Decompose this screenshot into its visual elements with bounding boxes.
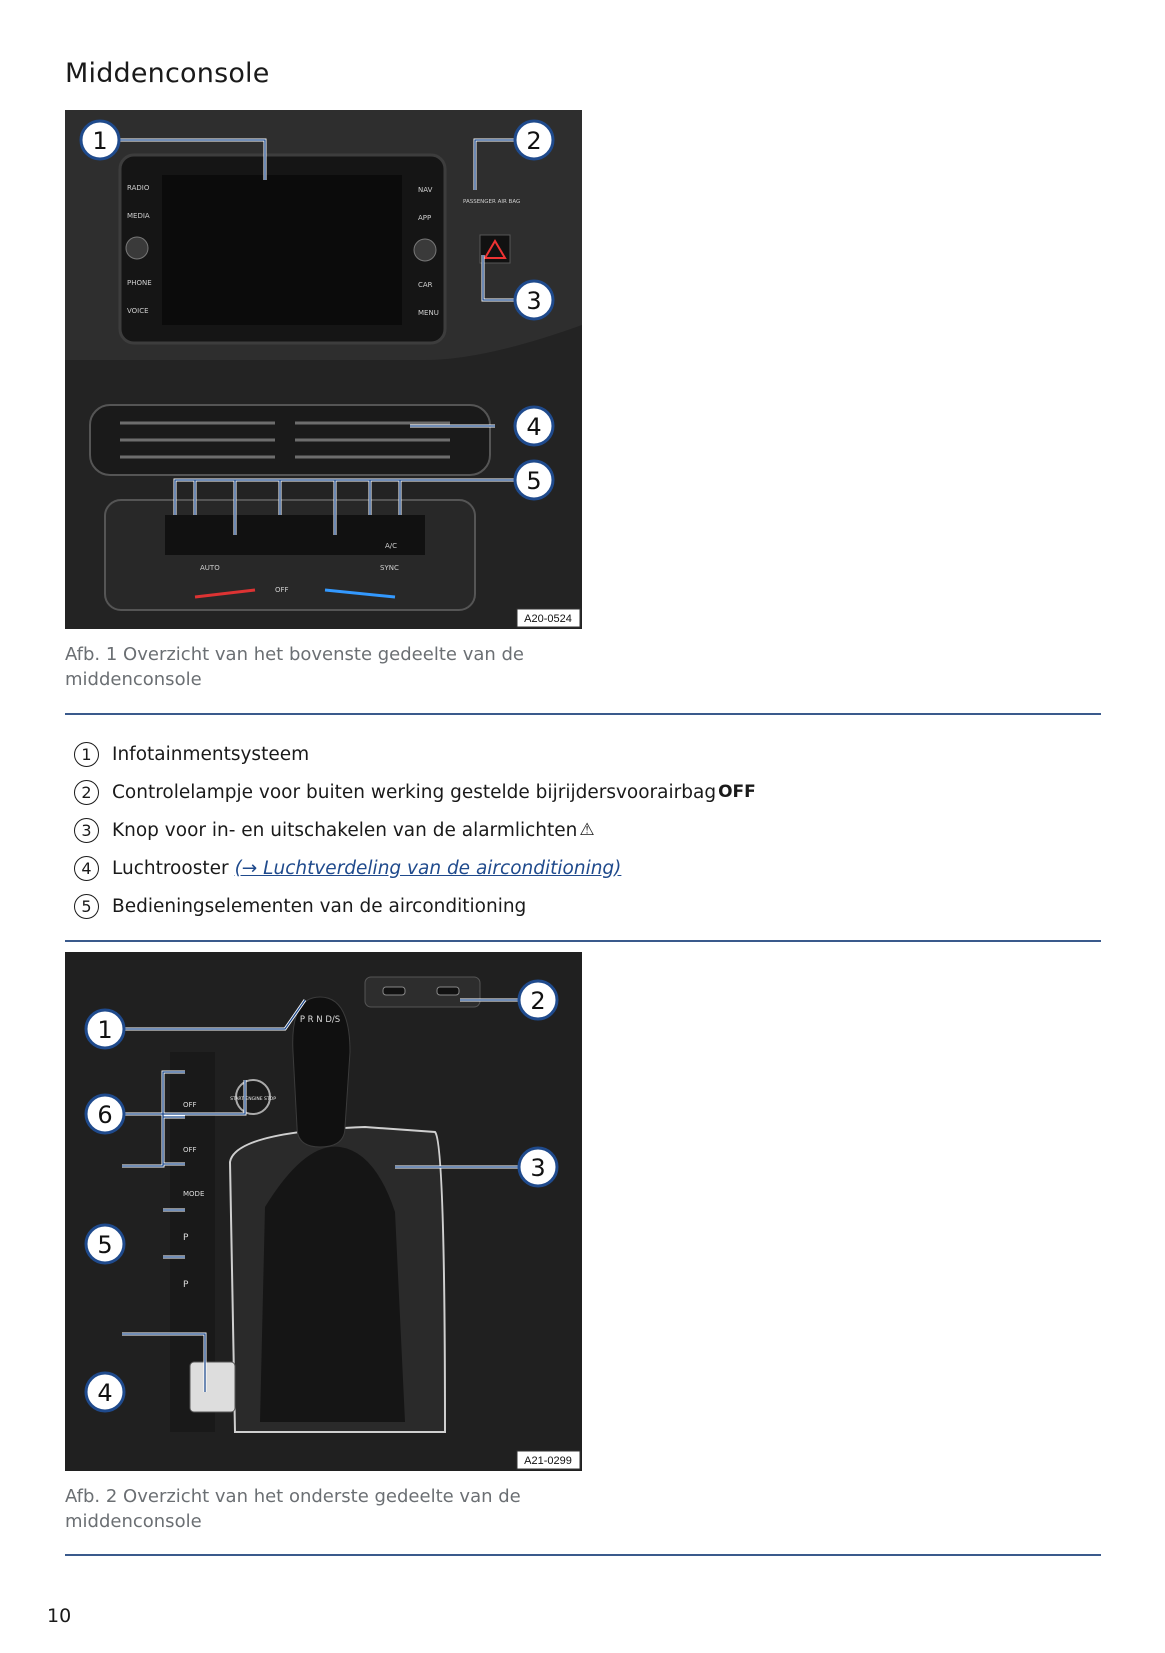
- svg-text:1: 1: [92, 127, 108, 155]
- legend-number: 1: [74, 742, 99, 767]
- divider: [65, 1554, 1101, 1556]
- figure1-callout-3: [515, 281, 553, 319]
- figure2-callout-1: [86, 1010, 124, 1048]
- figure1-callout-5: [515, 461, 553, 499]
- label-radio: RADIO: [127, 184, 150, 192]
- svg-text:5: 5: [97, 1231, 113, 1259]
- link-luchtverdeling[interactable]: (→ Luchtverdeling van de airconditioning): [234, 857, 622, 879]
- figure2-caption: Afb. 2 Overzicht van het onderste gedeelte van de middenconsole: [65, 1486, 521, 1532]
- figure2-callout-3: [519, 1148, 557, 1186]
- divider: [65, 713, 1101, 715]
- legend-number: 2: [74, 780, 99, 805]
- label-off: OFF: [275, 586, 289, 594]
- legend-text: Infotainmentsysteem: [112, 743, 310, 765]
- label-mode: MODE: [183, 1190, 205, 1198]
- legend-text: Controlelampje voor buiten werking gestelde bijrijdersvoorairbag: [112, 781, 717, 803]
- label-passenger-air-bag: PASSENGER AIR BAG: [463, 199, 521, 205]
- page-title: Middenconsole: [65, 58, 270, 89]
- hazard-warning-icon: ⚠: [579, 820, 595, 840]
- upper-console-illustration: [65, 110, 582, 629]
- legend-item: [74, 854, 756, 882]
- lower-console-illustration: [65, 952, 582, 1471]
- power-knob: [126, 237, 148, 259]
- label-voice: VOICE: [127, 307, 149, 315]
- label-park-assist: P: [183, 1233, 189, 1243]
- legend-number: 4: [74, 856, 99, 881]
- svg-text:3: 3: [530, 1154, 546, 1182]
- label-nav: NAV: [418, 186, 433, 194]
- usb-ports: [365, 977, 480, 1007]
- shift-boot: [260, 1147, 405, 1422]
- svg-text:2: 2: [526, 127, 542, 155]
- figure2-callout-4: [86, 1373, 124, 1411]
- legend-text: Knop voor in- en uitschakelen van de alarmlichten: [112, 819, 578, 841]
- label-off-1: OFF: [183, 1101, 197, 1109]
- legend-number: 3: [74, 818, 99, 843]
- figure-upper-console: [65, 110, 582, 629]
- figure1-code: A20-0524: [524, 613, 572, 625]
- figure1-callout-1: [81, 121, 119, 159]
- legend-text: Luchtrooster: [112, 857, 229, 879]
- legend-item: [74, 778, 756, 806]
- label-car: CAR: [418, 281, 433, 289]
- label-media: MEDIA: [127, 212, 150, 220]
- svg-text:6: 6: [97, 1101, 113, 1129]
- svg-text:1: 1: [97, 1016, 113, 1044]
- airbag-off-icon: OFF: [718, 782, 756, 802]
- svg-text:5: 5: [526, 467, 542, 495]
- svg-text:3: 3: [526, 287, 542, 315]
- label-off-2: OFF: [183, 1146, 197, 1154]
- legend-item: [74, 892, 756, 920]
- divider: [65, 940, 1101, 942]
- figure1-callout-2: [515, 121, 553, 159]
- parking-brake-switch: [190, 1362, 235, 1412]
- label-menu: MENU: [418, 309, 439, 317]
- legend-text: Bedieningselementen van de airconditioning: [112, 895, 527, 917]
- legend-item: [74, 740, 756, 768]
- label-ac: A/C: [385, 542, 398, 550]
- label-start-engine-stop: START ENGINE STOP: [230, 1097, 276, 1102]
- figure1-caption: Afb. 1 Overzicht van het bovenste gedeelte van de middenconsole: [65, 644, 524, 690]
- figure2-code: A21-0299: [524, 1455, 572, 1467]
- page-number: 10: [47, 1605, 72, 1627]
- legend-item: [74, 816, 756, 844]
- figure1-callout-4: [515, 407, 553, 445]
- label-sync: SYNC: [380, 564, 399, 572]
- label-gear-positions: P R N D/S: [299, 1015, 341, 1025]
- legend-number: 5: [74, 894, 99, 919]
- label-phone: PHONE: [127, 279, 152, 287]
- figure2-callout-6: [86, 1095, 124, 1133]
- label-auto: AUTO: [200, 564, 220, 572]
- svg-text:2: 2: [530, 987, 546, 1015]
- figure2-callout-5: [86, 1225, 124, 1263]
- legend-list: [74, 740, 756, 930]
- infotainment-screen: [162, 175, 402, 325]
- figure-lower-console: [65, 952, 582, 1471]
- svg-text:4: 4: [97, 1379, 113, 1407]
- label-app: APP: [418, 214, 432, 222]
- volume-knob: [414, 239, 436, 261]
- svg-text:4: 4: [526, 413, 542, 441]
- figure2-callout-2: [519, 981, 557, 1019]
- label-park-distance: P: [183, 1280, 189, 1290]
